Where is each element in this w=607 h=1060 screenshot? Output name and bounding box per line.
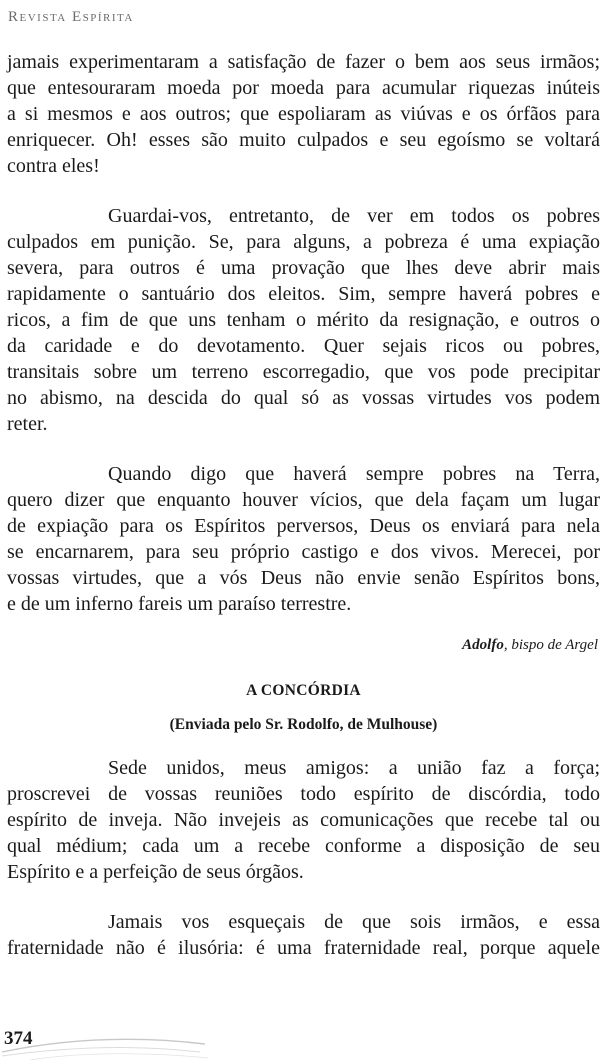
spacer — [7, 735, 600, 755]
text-line: no abismo, na descida do qual só as vossas virtudes vos podem — [7, 387, 600, 409]
text-line: a si mesmos e aos outros; que espoliaram as viúvas e os órfãos para — [7, 103, 600, 125]
paragraph-gap — [7, 437, 600, 461]
text-line: proscrevei de vossas reuniões todo espírito de discórdia, todo — [7, 783, 600, 805]
text-line: que entesouraram moeda por moeda para acumular riquezas inúteis — [7, 77, 600, 99]
section-title: A CONCÓRDIA — [246, 682, 361, 699]
paragraph-3 — [7, 461, 600, 617]
text-line: transitais sobre um terreno escorregadio, que vos pode precipitar — [7, 361, 600, 383]
paragraph-2 — [7, 203, 600, 437]
text-line: severa, para outros é uma provação que lhes deve abrir mais — [7, 257, 600, 279]
text-line: Sede unidos, meus amigos: a união faz a força; — [108, 757, 600, 779]
text-line: contra eles! — [7, 155, 100, 177]
text-line: Guardai-vos, entretanto, de ver em todos os pobres — [108, 205, 600, 227]
paragraph-1 — [7, 49, 600, 179]
text-line: reter. — [7, 413, 48, 435]
text-line: rapidamente o santuário dos eleitos. Sim, sempre haverá pobres e — [7, 283, 600, 305]
text-line: vossas virtudes, que a vós Deus não envie senão Espíritos bons, — [7, 567, 600, 589]
section-subtitle: (Enviada pelo Sr. Rodolfo, de Mulhouse) — [169, 716, 438, 733]
paragraph-5 — [7, 909, 600, 961]
text-line: culpados em punição. Se, para alguns, a pobreza é uma expiação — [7, 231, 600, 253]
text-line: fraternidade não é ilusória: é uma fraternidade real, porque aquele — [7, 937, 600, 959]
paragraph-gap — [7, 885, 600, 909]
text-line: Jamais vos esqueçais de que sois irmãos, e essa — [108, 911, 600, 933]
text-line: Espírito e a perfeição de seus órgãos. — [7, 861, 304, 883]
running-header: Revista Espírita — [8, 9, 134, 25]
text-line: ricos, a fim de que uns tenham o mérito da resignação, e outros o — [7, 309, 600, 331]
page-body — [7, 49, 600, 961]
text-line: da caridade e do devotamento. Quer sejais ricos ou pobres, — [7, 335, 600, 357]
paragraph-gap — [7, 179, 600, 203]
text-line: quero dizer que enquanto houver vícios, que dela façam um lugar — [7, 489, 600, 511]
spacer — [7, 617, 600, 635]
spacer — [7, 655, 600, 681]
text-line: Quando digo que haverá sempre pobres na Terra, — [108, 463, 600, 485]
text-line: se encarnarem, para seu próprio castigo e dos vivos. Merecei, por — [7, 541, 600, 563]
text-line: espírito de inveja. Não invejeis as comunicações que recebe tal ou — [7, 809, 600, 831]
signature-author: Adolfo — [462, 637, 504, 653]
page-number: 374 — [4, 1028, 33, 1049]
text-line: enriquecer. Oh! esses são muito culpados e seu egoísmo se voltará — [7, 129, 600, 151]
text-line: jamais experimentaram a satisfação de fazer o bem aos seus irmãos; — [7, 51, 600, 73]
signature — [7, 635, 600, 655]
text-line: e de um inferno fareis um paraíso terrestre. — [7, 593, 352, 615]
paragraph-4 — [7, 755, 600, 885]
signature-role: , bispo de Argel — [503, 637, 598, 653]
spacer — [7, 701, 600, 715]
text-line: de expiação para os Espíritos perversos, Deus os enviará para nela — [7, 515, 600, 537]
text-line: qual médium; cada um a recebe conforme a disposição de seu — [7, 835, 600, 857]
